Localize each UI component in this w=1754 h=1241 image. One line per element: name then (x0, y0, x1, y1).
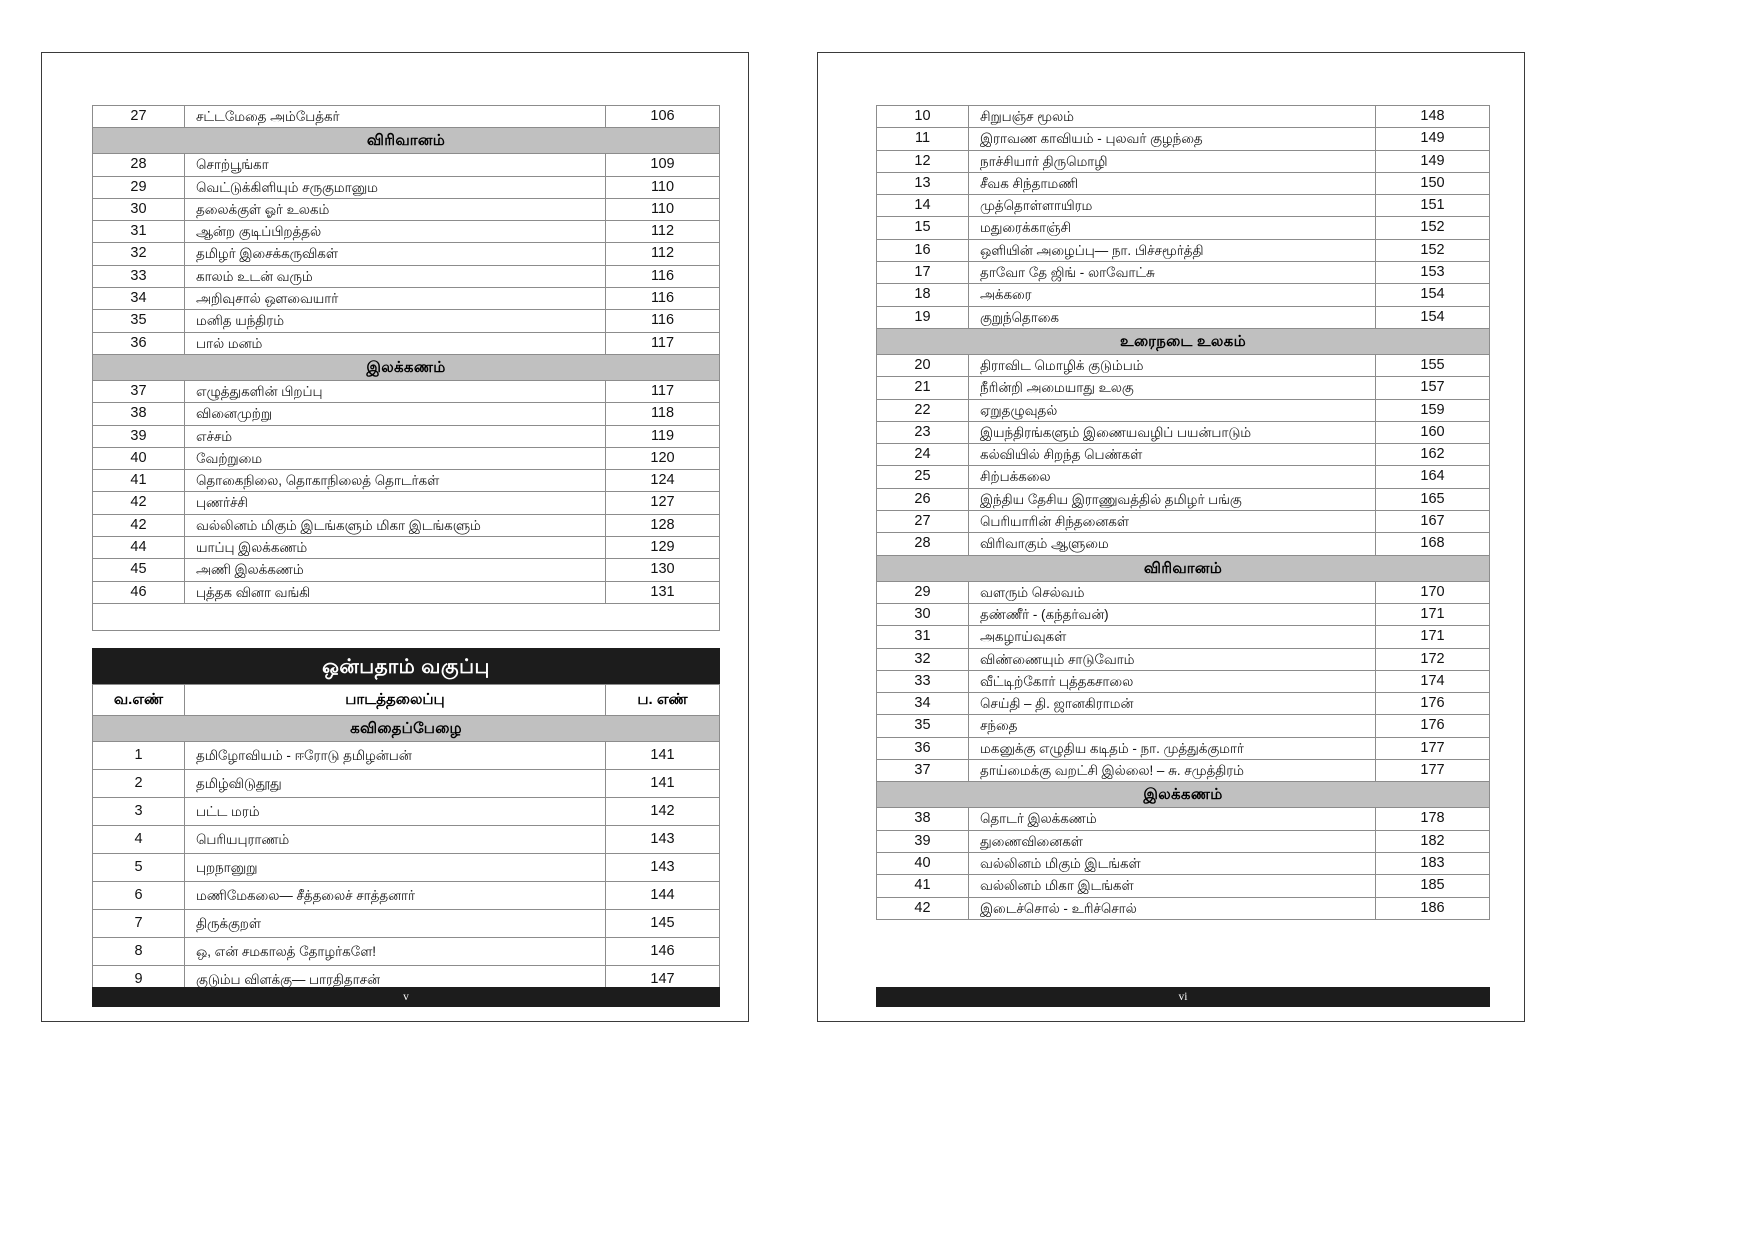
row-page-number: 142 (606, 797, 720, 825)
page-left-content (92, 105, 720, 1003)
row-page-number: 171 (1376, 626, 1490, 648)
row-page-number: 141 (606, 769, 720, 797)
row-lesson-title: குடும்ப விளக்கு— பாரதிதாசன் (185, 965, 606, 993)
row-page-number: 177 (1376, 737, 1490, 759)
row-lesson-title: தமிழ்விடுதூது (185, 769, 606, 797)
row-lesson-title: தமிழோவியம் - ஈரோடு தமிழன்பன் (185, 741, 606, 769)
row-lesson-title: குறுந்தொகை (969, 306, 1376, 328)
row-lesson-title: வெட்டுக்கிளியும் சருகுமானும (185, 176, 606, 198)
table-row (877, 354, 1490, 376)
row-page-number: 129 (606, 537, 720, 559)
row-page-number: 182 (1376, 830, 1490, 852)
row-serial-number: 19 (877, 306, 969, 328)
row-lesson-title: ஆன்ற குடிப்பிறத்தல் (185, 221, 606, 243)
table-row (93, 447, 720, 469)
row-serial-number: 39 (877, 830, 969, 852)
row-lesson-title: அக்கரை (969, 284, 1376, 306)
table-row (877, 737, 1490, 759)
row-serial-number: 30 (93, 198, 185, 220)
row-page-number: 116 (606, 265, 720, 287)
page-right-content (876, 105, 1490, 1003)
section-header-label: விரிவானம் (93, 128, 720, 154)
row-lesson-title: தொகைநிலை, தொகாநிலைத் தொடர்கள் (185, 470, 606, 492)
table-row (93, 741, 720, 769)
row-serial-number: 16 (877, 239, 969, 261)
row-page-number: 124 (606, 470, 720, 492)
row-lesson-title: அணி இலக்கணம் (185, 559, 606, 581)
row-lesson-title: தமிழர் இசைக்கருவிகள் (185, 243, 606, 265)
row-lesson-title: அகழாய்வுகள் (969, 626, 1376, 648)
table-row (93, 881, 720, 909)
row-serial-number: 27 (877, 511, 969, 533)
row-lesson-title: பால் மனம் (185, 332, 606, 354)
row-page-number: 128 (606, 514, 720, 536)
row-page-number: 176 (1376, 715, 1490, 737)
table-row (877, 830, 1490, 852)
row-lesson-title: வல்லினம் மிகா இடங்கள் (969, 875, 1376, 897)
row-lesson-title: வளரும் செல்வம் (969, 581, 1376, 603)
table-row (877, 511, 1490, 533)
row-serial-number: 41 (877, 875, 969, 897)
row-serial-number: 10 (877, 106, 969, 128)
row-lesson-title: அறிவுசால் ஔவையார் (185, 288, 606, 310)
toc-table-right (876, 105, 1490, 920)
row-serial-number: 31 (93, 221, 185, 243)
row-page-number: 155 (1376, 354, 1490, 376)
row-serial-number: 34 (877, 693, 969, 715)
row-serial-number: 1 (93, 741, 185, 769)
section-header-row (877, 555, 1490, 581)
row-lesson-title: விண்ணையும் சாடுவோம் (969, 648, 1376, 670)
row-page-number: 127 (606, 492, 720, 514)
row-page-number: 151 (1376, 195, 1490, 217)
table-row (877, 852, 1490, 874)
row-lesson-title: மகனுக்கு எழுதிய கடிதம் - நா. முத்துக்குமார் (969, 737, 1376, 759)
table-row (93, 909, 720, 937)
row-lesson-title: இந்திய தேசிய இராணுவத்தில் தமிழர் பங்கு (969, 488, 1376, 510)
row-lesson-title: எச்சம் (185, 425, 606, 447)
table-row (877, 106, 1490, 128)
row-serial-number: 30 (877, 603, 969, 625)
row-serial-number: 24 (877, 444, 969, 466)
table-row (93, 470, 720, 492)
row-serial-number: 2 (93, 769, 185, 797)
table-row (877, 377, 1490, 399)
row-serial-number: 40 (877, 852, 969, 874)
page-left (41, 52, 749, 1022)
table-row (877, 533, 1490, 555)
toc-table-left-upper (92, 105, 720, 631)
row-serial-number: 42 (877, 897, 969, 919)
row-page-number: 106 (606, 106, 720, 128)
row-lesson-title: வேற்றுமை (185, 447, 606, 469)
row-serial-number: 28 (877, 533, 969, 555)
section-header-row (93, 715, 720, 741)
row-serial-number: 36 (93, 332, 185, 354)
row-page-number: 149 (1376, 150, 1490, 172)
row-lesson-title: துணைவினைகள் (969, 830, 1376, 852)
row-page-number: 174 (1376, 670, 1490, 692)
table-row (877, 306, 1490, 328)
row-lesson-title: தண்ணீர் - (கந்தர்வன்) (969, 603, 1376, 625)
row-page-number: 159 (1376, 399, 1490, 421)
row-serial-number: 34 (93, 288, 185, 310)
table-row (877, 150, 1490, 172)
table-row (93, 221, 720, 243)
row-page-number: 150 (1376, 172, 1490, 194)
row-serial-number: 44 (93, 537, 185, 559)
row-page-number: 147 (606, 965, 720, 993)
row-serial-number: 7 (93, 909, 185, 937)
row-lesson-title: இயந்திரங்களும் இணையவழிப் பயன்பாடும் (969, 421, 1376, 443)
table-row (93, 332, 720, 354)
row-lesson-title: ஒளியின் அழைப்பு— நா. பிச்சமூர்த்தி (969, 239, 1376, 261)
row-page-number: 152 (1376, 217, 1490, 239)
row-lesson-title: தொடர் இலக்கணம் (969, 808, 1376, 830)
row-lesson-title: மணிமேகலை— சீத்தலைச் சாத்தனார் (185, 881, 606, 909)
row-serial-number: 20 (877, 354, 969, 376)
row-page-number: 149 (1376, 128, 1490, 150)
table-row (93, 265, 720, 287)
row-lesson-title: பட்ட மரம் (185, 797, 606, 825)
table-row (877, 488, 1490, 510)
row-page-number: 117 (606, 332, 720, 354)
row-lesson-title: கல்வியில் சிறந்த பெண்கள் (969, 444, 1376, 466)
row-lesson-title: தாவோ தே ஜிங் - லாவோட்சு (969, 262, 1376, 284)
row-page-number: 109 (606, 154, 720, 176)
row-page-number: 146 (606, 937, 720, 965)
row-page-number: 176 (1376, 693, 1490, 715)
row-page-number: 112 (606, 243, 720, 265)
table-row (93, 937, 720, 965)
row-lesson-title: செய்தி – தி. ஜானகிராமன் (969, 693, 1376, 715)
row-page-number: 120 (606, 447, 720, 469)
row-serial-number: 27 (93, 106, 185, 128)
row-lesson-title: புணர்ச்சி (185, 492, 606, 514)
row-lesson-title: சந்தை (969, 715, 1376, 737)
section-header-label: கவிதைப்பேழை (93, 715, 720, 741)
row-serial-number: 26 (877, 488, 969, 510)
row-serial-number: 23 (877, 421, 969, 443)
row-page-number: 153 (1376, 262, 1490, 284)
row-page-number: 119 (606, 425, 720, 447)
row-lesson-title: இடைச்சொல் - உரிச்சொல் (969, 897, 1376, 919)
row-serial-number: 4 (93, 825, 185, 853)
row-lesson-title: விரிவாகும் ஆளுமை (969, 533, 1376, 555)
table-row (93, 514, 720, 536)
table-row (93, 288, 720, 310)
table-row (877, 128, 1490, 150)
page-number-footer: v (92, 987, 720, 1007)
row-serial-number: 18 (877, 284, 969, 306)
table-row (877, 399, 1490, 421)
row-lesson-title: காலம் உடன் வரும் (185, 265, 606, 287)
row-page-number: 162 (1376, 444, 1490, 466)
row-serial-number: 37 (877, 760, 969, 782)
row-page-number: 152 (1376, 239, 1490, 261)
table-row (93, 310, 720, 332)
table-row (93, 797, 720, 825)
section-header-row (93, 354, 720, 380)
table-row (93, 492, 720, 514)
row-page-number: 185 (1376, 875, 1490, 897)
row-page-number: 116 (606, 310, 720, 332)
section-header-row (877, 782, 1490, 808)
table-row (877, 217, 1490, 239)
row-page-number: 160 (1376, 421, 1490, 443)
row-lesson-title: எழுத்துகளின் பிறப்பு (185, 380, 606, 402)
table-row (877, 670, 1490, 692)
table-row (93, 380, 720, 402)
row-page-number: 143 (606, 853, 720, 881)
row-serial-number: 35 (93, 310, 185, 332)
row-serial-number: 13 (877, 172, 969, 194)
row-serial-number: 42 (93, 514, 185, 536)
table-row (93, 198, 720, 220)
row-serial-number: 21 (877, 377, 969, 399)
page-number-footer: vi (876, 987, 1490, 1007)
row-page-number: 157 (1376, 377, 1490, 399)
section-header-label: விரிவானம் (877, 555, 1490, 581)
page-left-footer (92, 977, 720, 1007)
section-header-label: இலக்கணம் (93, 354, 720, 380)
row-serial-number: 39 (93, 425, 185, 447)
table-row (93, 537, 720, 559)
row-serial-number: 29 (877, 581, 969, 603)
row-lesson-title: ஒ, என் சமகாலத் தோழர்களே! (185, 937, 606, 965)
row-page-number: 117 (606, 380, 720, 402)
row-serial-number: 38 (93, 403, 185, 425)
row-serial-number: 12 (877, 150, 969, 172)
row-lesson-title: இராவண காவியம் - புலவர் குழந்தை (969, 128, 1376, 150)
row-page-number: 154 (1376, 306, 1490, 328)
row-page-number: 154 (1376, 284, 1490, 306)
class-banner-ninth: ஒன்பதாம் வகுப்பு (92, 648, 720, 684)
row-page-number: 130 (606, 559, 720, 581)
table-row (877, 648, 1490, 670)
row-serial-number: 38 (877, 808, 969, 830)
row-serial-number: 3 (93, 797, 185, 825)
row-lesson-title: மதுரைக்காஞ்சி (969, 217, 1376, 239)
row-page-number: 145 (606, 909, 720, 937)
row-page-number: 165 (1376, 488, 1490, 510)
table-gap (92, 631, 720, 648)
row-lesson-title: திருக்குறள் (185, 909, 606, 937)
section-header-row (877, 328, 1490, 354)
column-header-no: வ.எண் (93, 684, 185, 715)
table-row (877, 760, 1490, 782)
table-row (877, 444, 1490, 466)
table-row (93, 106, 720, 128)
table-row (877, 603, 1490, 625)
row-lesson-title: சொற்பூங்கா (185, 154, 606, 176)
row-lesson-title: புறநானுறு (185, 853, 606, 881)
row-page-number: 171 (1376, 603, 1490, 625)
table-row (877, 581, 1490, 603)
table-row (93, 425, 720, 447)
table-row (93, 176, 720, 198)
row-lesson-title: முத்தொள்ளாயிரம (969, 195, 1376, 217)
row-page-number: 183 (1376, 852, 1490, 874)
row-serial-number: 11 (877, 128, 969, 150)
row-serial-number: 32 (877, 648, 969, 670)
row-serial-number: 33 (877, 670, 969, 692)
row-lesson-title: சட்டமேதை அம்பேத்கர் (185, 106, 606, 128)
row-page-number: 110 (606, 176, 720, 198)
table-row (877, 693, 1490, 715)
table-row (877, 172, 1490, 194)
row-serial-number: 42 (93, 492, 185, 514)
row-lesson-title: சிற்பக்கலை (969, 466, 1376, 488)
toc-table-left-lower (92, 684, 720, 994)
row-lesson-title: வீட்டிற்கோர் புத்தகசாலை (969, 670, 1376, 692)
row-serial-number: 33 (93, 265, 185, 287)
row-serial-number: 37 (93, 380, 185, 402)
section-header-label: உரைநடை உலகம் (877, 328, 1490, 354)
row-serial-number: 35 (877, 715, 969, 737)
row-page-number: 168 (1376, 533, 1490, 555)
row-lesson-title: நாச்சியார் திருமொழி (969, 150, 1376, 172)
table-row (877, 626, 1490, 648)
row-serial-number: 6 (93, 881, 185, 909)
row-page-number: 178 (1376, 808, 1490, 830)
row-serial-number: 40 (93, 447, 185, 469)
table-row (93, 769, 720, 797)
row-page-number: 110 (606, 198, 720, 220)
table-row (877, 715, 1490, 737)
row-lesson-title: தலைக்குள் ஓர் உலகம் (185, 198, 606, 220)
row-serial-number: 32 (93, 243, 185, 265)
row-page-number: 143 (606, 825, 720, 853)
row-serial-number: 15 (877, 217, 969, 239)
row-lesson-title: வல்லினம் மிகும் இடங்களும் மிகா இடங்களும் (185, 514, 606, 536)
empty-spacer-row (93, 603, 720, 630)
row-serial-number: 46 (93, 581, 185, 603)
page-right-footer (876, 977, 1490, 1007)
table-row (93, 825, 720, 853)
empty-cell (93, 603, 720, 630)
row-page-number: 144 (606, 881, 720, 909)
column-header-page: ப. எண் (606, 684, 720, 715)
row-page-number: 116 (606, 288, 720, 310)
row-page-number: 112 (606, 221, 720, 243)
row-page-number: 172 (1376, 648, 1490, 670)
column-header-title: பாடத்தலைப்பு (185, 684, 606, 715)
row-serial-number: 28 (93, 154, 185, 176)
table-row (93, 243, 720, 265)
table-row (877, 239, 1490, 261)
row-serial-number: 5 (93, 853, 185, 881)
row-lesson-title: சீவக சிந்தாமணி (969, 172, 1376, 194)
row-serial-number: 22 (877, 399, 969, 421)
table-row (877, 897, 1490, 919)
row-serial-number: 45 (93, 559, 185, 581)
table-row (93, 154, 720, 176)
table-row (93, 403, 720, 425)
row-page-number: 167 (1376, 511, 1490, 533)
section-header-row (93, 128, 720, 154)
row-lesson-title: மனித யந்திரம் (185, 310, 606, 332)
row-lesson-title: வினைமுற்று (185, 403, 606, 425)
page-right (817, 52, 1525, 1022)
table-row (877, 808, 1490, 830)
row-page-number: 141 (606, 741, 720, 769)
row-lesson-title: நீரின்றி அமையாது உலகு (969, 377, 1376, 399)
row-page-number: 118 (606, 403, 720, 425)
row-page-number: 164 (1376, 466, 1490, 488)
table-row (877, 262, 1490, 284)
row-serial-number: 25 (877, 466, 969, 488)
table-row (93, 853, 720, 881)
row-lesson-title: தாய்மைக்கு வறட்சி இல்லை! – சு. சமுத்திரம் (969, 760, 1376, 782)
row-lesson-title: பெரியபுராணம் (185, 825, 606, 853)
row-lesson-title: ஏறுதழுவுதல் (969, 399, 1376, 421)
section-header-label: இலக்கணம் (877, 782, 1490, 808)
table-column-header-row (93, 684, 720, 715)
row-page-number: 186 (1376, 897, 1490, 919)
row-serial-number: 9 (93, 965, 185, 993)
row-lesson-title: வல்லினம் மிகும் இடங்கள் (969, 852, 1376, 874)
row-lesson-title: திராவிட மொழிக் குடும்பம் (969, 354, 1376, 376)
row-page-number: 177 (1376, 760, 1490, 782)
row-lesson-title: பெரியாரின் சிந்தனைகள் (969, 511, 1376, 533)
row-lesson-title: புத்தக வினா வங்கி (185, 581, 606, 603)
row-page-number: 170 (1376, 581, 1490, 603)
row-page-number: 148 (1376, 106, 1490, 128)
row-serial-number: 17 (877, 262, 969, 284)
row-lesson-title: சிறுபஞ்ச மூலம் (969, 106, 1376, 128)
table-row (877, 195, 1490, 217)
row-serial-number: 8 (93, 937, 185, 965)
row-page-number: 131 (606, 581, 720, 603)
row-serial-number: 14 (877, 195, 969, 217)
row-serial-number: 36 (877, 737, 969, 759)
row-serial-number: 31 (877, 626, 969, 648)
row-lesson-title: யாப்பு இலக்கணம் (185, 537, 606, 559)
table-row (877, 875, 1490, 897)
table-row (93, 581, 720, 603)
table-row (877, 466, 1490, 488)
row-serial-number: 29 (93, 176, 185, 198)
table-row (93, 559, 720, 581)
row-serial-number: 41 (93, 470, 185, 492)
table-row (877, 284, 1490, 306)
table-row (877, 421, 1490, 443)
